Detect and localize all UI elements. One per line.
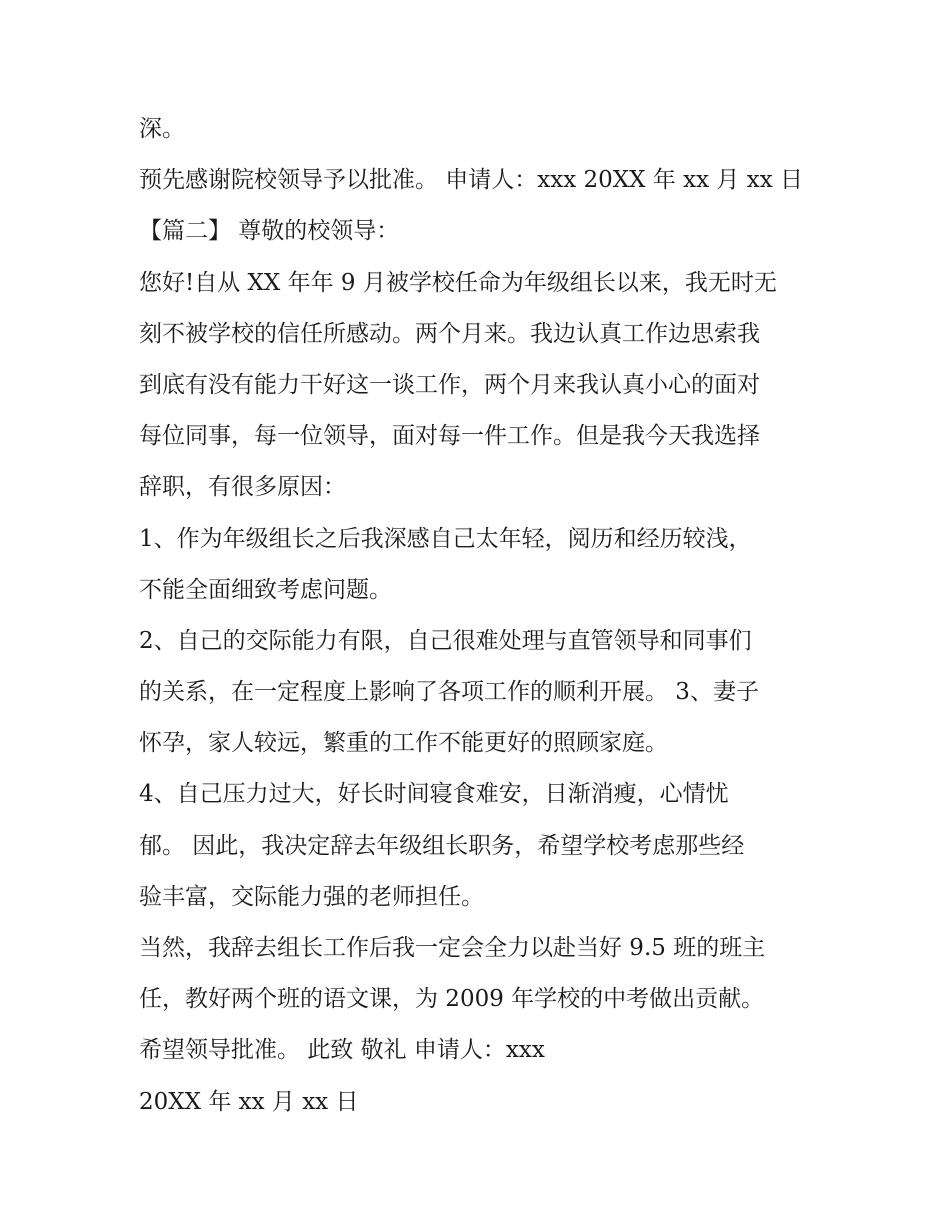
document-body: [139, 104, 829, 1128]
body-line-20: 20XX 年 xx 月 xx 日: [139, 1088, 359, 1115]
body-line-6: 到底有没有能力干好这一谈工作，两个月来我认真小心的面对: [139, 371, 760, 398]
body-line-18: 任，教好两个班的语文课，为 2009 年学校的中考做出贡献。: [139, 986, 765, 1013]
body-line-12: 的关系，在一定程度上影响了各项工作的顺利开展。 3、妻子: [139, 679, 759, 706]
body-line-2: 预先感谢院校领导予以批准。 申请人：xxx 20XX 年 xx 月 xx 日: [139, 167, 803, 194]
body-line-16: 验丰富，交际能力强的老师担任。: [139, 883, 484, 910]
body-line-3: 【篇二】 尊敬的校领导：: [139, 218, 400, 245]
body-line-14: 4、自己压力过大，好长时间寝食难安，日渐消瘦，心情忧: [139, 781, 729, 808]
body-line-1: 深。: [139, 116, 185, 142]
body-line-8: 辞职，有很多原因：: [139, 474, 346, 501]
body-line-15: 郁。 因此，我决定辞去年级组长职务，希望学校考虑那些经: [139, 832, 745, 859]
body-line-11: 2、自己的交际能力有限，自己很难处理与直管领导和同事们: [139, 627, 752, 654]
body-line-10: 不能全面细致考虑问题。: [139, 576, 392, 603]
body-line-9: 1、作为年级组长之后我深感自己太年轻，阅历和经历较浅，: [139, 525, 752, 552]
body-line-4: 您好!自从 XX 年年 9 月被学校任命为年级组长以来，我无时无: [139, 269, 777, 296]
body-line-5: 刻不被学校的信任所感动。两个月来。我边认真工作边思索我: [139, 320, 760, 347]
body-line-17: 当然，我辞去组长工作后我一定会全力以赴当好 9.5 班的班主: [139, 935, 766, 961]
body-line-19: 希望领导批准。 此致 敬礼 申请人：xxx: [139, 1037, 545, 1064]
body-line-13: 怀孕，家人较远，繁重的工作不能更好的照顾家庭。: [139, 730, 668, 757]
body-line-7: 每位同事，每一位领导，面对每一件工作。但是我今天我选择: [139, 423, 760, 450]
